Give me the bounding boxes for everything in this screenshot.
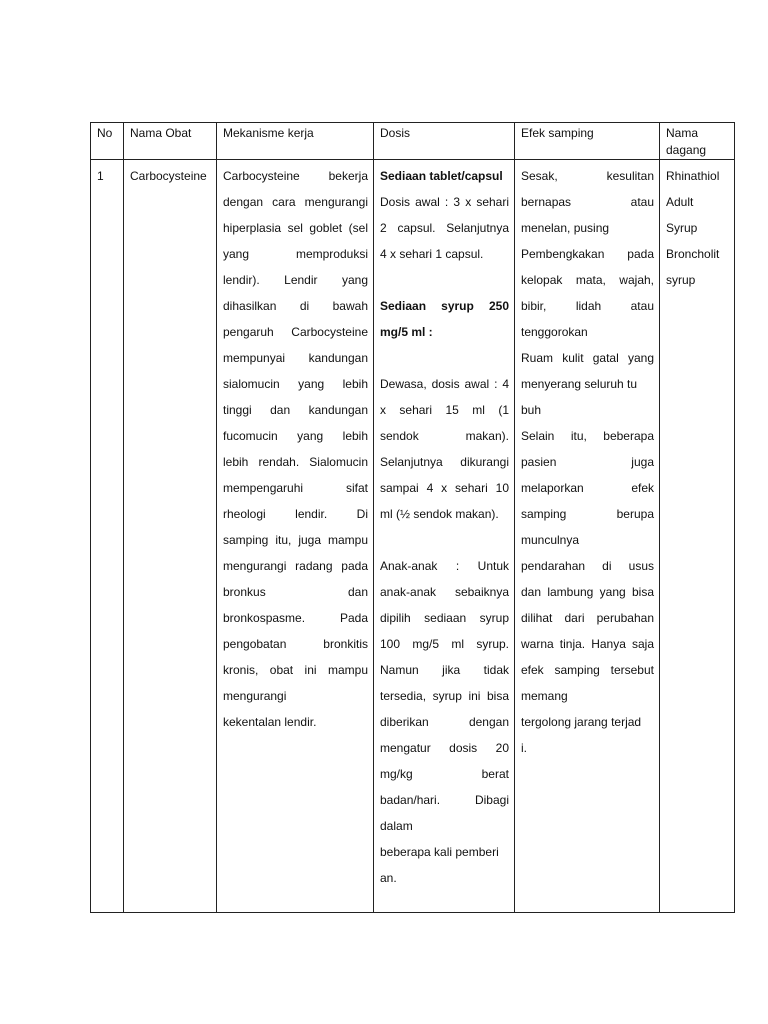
dosis-heading-tablet: Sediaan tablet/capsul: [380, 169, 503, 183]
header-efek-samping: Efek samping: [515, 123, 660, 160]
brand-line: Broncholit: [666, 247, 720, 261]
cell-nama-obat: [124, 160, 217, 913]
mekanisme-line: mengurangi: [223, 689, 287, 703]
efek-line: Selain itu, beberapa: [521, 429, 654, 443]
mekanisme-line: kekentalan lendir.: [223, 715, 317, 729]
efek-line: bernapas atau: [521, 195, 654, 209]
dosis-blank: [380, 527, 509, 553]
header-dosis: Dosis: [374, 123, 515, 160]
header-nama-dagang-line2: dagang: [666, 143, 707, 157]
mekanisme-line: sialomucin yang lebih: [223, 377, 368, 391]
cell-efek-samping: [515, 160, 660, 913]
efek-line: Ruam kulit gatal yang: [521, 351, 654, 365]
dosis-line: mg/kg berat: [380, 767, 509, 781]
mekanisme-line: hiperplasia sel goblet (sel: [223, 221, 368, 235]
dosis-line: Anak-anak : Untuk: [380, 559, 509, 573]
mekanisme-line: bronkus dan: [223, 585, 368, 599]
brand-line: syrup: [666, 273, 696, 287]
mekanisme-line: mempunyai kandungan: [223, 351, 368, 365]
efek-line: pendarahan di usus: [521, 559, 654, 573]
cell-nama-dagang: [660, 160, 735, 913]
cell-mekanisme-kerja: [217, 160, 374, 913]
efek-line: efek samping tersebut: [521, 663, 654, 677]
efek-line: dan lambung yang bisa: [521, 585, 654, 599]
header-nama-obat: Nama Obat: [124, 123, 217, 160]
dosis-heading-syrup: Sediaan syrup 250: [380, 299, 509, 313]
header-no: No: [91, 123, 124, 160]
mekanisme-line: mempengaruhi sifat: [223, 481, 368, 495]
efek-line: Sesak, kesulitan: [521, 169, 654, 183]
dosis-line: tersedia, syrup ini bisa: [380, 689, 509, 703]
mekanisme-line: kronis, obat ini mampu: [223, 663, 368, 677]
mekanisme-line: Carbocysteine bekerja: [223, 169, 368, 183]
efek-line: tergolong jarang terjad: [521, 715, 642, 729]
mekanisme-line: tinggi dan kandungan: [223, 403, 368, 417]
mekanisme-line: pengobatan bronkitis: [223, 637, 368, 651]
cell-dosis: [374, 160, 515, 913]
dosis-line: diberikan dengan: [380, 715, 509, 729]
dosis-line: an.: [380, 871, 397, 885]
mekanisme-line: yang memproduksi: [223, 247, 368, 261]
dosis-line: sampai 4 x sehari 10: [380, 481, 509, 495]
efek-line: warna tinja. Hanya saja: [521, 637, 654, 651]
dosis-line: 100 mg/5 ml syrup.: [380, 637, 509, 651]
mekanisme-line: rheologi lendir. Di: [223, 507, 368, 521]
drug-info-table: [90, 122, 735, 913]
dosis-line: badan/hari. Dibagi: [380, 793, 509, 807]
mekanisme-line: lendir). Lendir yang: [223, 273, 368, 287]
dosis-blank: [380, 267, 509, 293]
dosis-line: Dosis awal : 3 x sehari: [380, 195, 509, 209]
header-nama-dagang-line1: Nama: [666, 126, 699, 140]
dosis-line: dipilih sediaan syrup: [380, 611, 509, 625]
dosis-line: 2 capsul. Selanjutnya: [380, 221, 509, 235]
dosis-blank: [380, 345, 509, 371]
dosis-line: x sehari 15 ml (1: [380, 403, 509, 417]
efek-line: dilihat dari perubahan: [521, 611, 654, 625]
efek-line: menelan, pusing: [521, 221, 610, 235]
dosis-heading-syrup-unit: mg/5 ml :: [380, 325, 433, 339]
dosis-line: beberapa kali pemberi: [380, 845, 499, 859]
efek-line: i.: [521, 741, 527, 755]
mekanisme-line: samping itu, juga mampu: [223, 533, 368, 547]
header-nama-dagang: [660, 123, 735, 160]
table-header-row: [91, 123, 735, 160]
dosis-line: Namun jika tidak: [380, 663, 509, 677]
efek-line: pasien juga: [521, 455, 654, 469]
efek-line: tenggorokan: [521, 325, 588, 339]
dosis-line: Selanjutnya dikurangi: [380, 455, 509, 469]
dosis-line: mengatur dosis 20: [380, 741, 509, 755]
mekanisme-line: mengurangi radang pada: [223, 559, 368, 573]
efek-line: memang: [521, 689, 568, 703]
efek-line: samping berupa: [521, 507, 654, 521]
mekanisme-line: dengan cara mengurangi: [223, 195, 368, 209]
efek-line: Pembengkakan pada: [521, 247, 654, 261]
table-row: [91, 160, 735, 913]
dosis-line: ml (½ sendok makan).: [380, 507, 499, 521]
efek-line: melaporkan efek: [521, 481, 654, 495]
brand-line: Adult: [666, 195, 694, 209]
mekanisme-line: fucomucin yang lebih: [223, 429, 368, 443]
dosis-line: 4 x sehari 1 capsul.: [380, 247, 484, 261]
drug-name: Carbocysteine: [130, 169, 207, 183]
dosis-line: anak-anak sebaiknya: [380, 585, 509, 599]
cell-no: [91, 160, 124, 913]
mekanisme-line: bronkospasme. Pada: [223, 611, 368, 625]
mekanisme-line: lebih rendah. Sialomucin: [223, 455, 368, 469]
dosis-line: sendok makan).: [380, 429, 509, 443]
mekanisme-line: pengaruh Carbocysteine: [223, 325, 368, 339]
header-mekanisme-kerja: Mekanisme kerja: [217, 123, 374, 160]
efek-line: kelopak mata, wajah,: [521, 273, 654, 287]
efek-line: menyerang seluruh tu: [521, 377, 638, 391]
dosis-line: Dewasa, dosis awal : 4: [380, 377, 509, 391]
efek-line: buh: [521, 403, 542, 417]
efek-line: munculnya: [521, 533, 580, 547]
brand-line: Rhinathiol: [666, 169, 720, 183]
dosis-line: dalam: [380, 819, 413, 833]
row-number: 1: [97, 169, 104, 183]
brand-line: Syrup: [666, 221, 698, 235]
efek-line: bibir, lidah atau: [521, 299, 654, 313]
mekanisme-line: dihasilkan di bawah: [223, 299, 368, 313]
